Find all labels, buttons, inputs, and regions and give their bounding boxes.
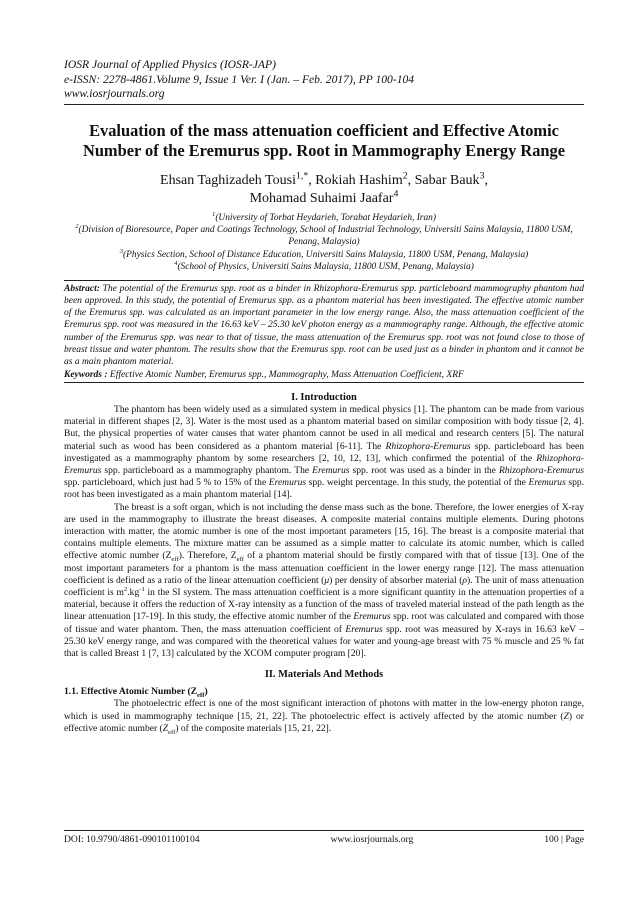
journal-issue: e-ISSN: 2278-4861.Volume 9, Issue 1 Ver. I (Jan. – Feb. 2017), PP 100-104	[64, 72, 415, 86]
affiliation-3: $^3$(Physics Section, School of Distance Education, Universiti Sains Malaysia, 11800 USM, Penang, Malaysia)	[119, 247, 529, 260]
footer-rule	[64, 830, 584, 831]
abstract-top-rule	[64, 280, 584, 281]
intro-paragraph-1: The phantom has been widely used as a simulated system in medical physics [1]. The phantom can be made from various material in different shapes [2, 3]. Water is the most used as a phantom material based on similar composition with body tissue [2, 4]. But, the physical properties of water causes that water phantom cannot be used in all medical and research centers [5]. The natural material such as wood has been considered as a phantom material [6-11]. The Rhizophora-Eremurus spp. particleboard has been investigated as a mammography phantom by some researchers [2, 10, 12, 13], which confirmed the potential of the Rhizophora-Eremurus spp. particleboard as a mammography phantom. The Eremurus spp. root was used as a binder in the Rhizophora-Eremurus spp. particleboard, which just had 5 % to 15% of the Eremurus spp. weight percentage. In this study, the potential of the Eremurus spp. root has been investigated as a main phantom material [14].	[64, 403, 585, 501]
keywords-bottom-rule	[64, 382, 584, 383]
keywords-text: Effective Atomic Number, Eremurus spp., Mammography, Mass Attenuation Coefficient, XRF	[109, 369, 464, 380]
affiliation-2: $^2$(Division of Bioresource, Paper and Coatings Technology, School of Industrial Technology, Universiti Sains Malaysia, 11800 USM, Penang, Malaysia)	[75, 222, 573, 248]
author-line-2: Mohamad Suhaimi Jaafar$^4$	[249, 187, 399, 206]
page-footer	[64, 830, 584, 846]
intro-paragraph-2: The breast is a soft organ, which is not including the dense mass such as the bone. Therefore, the lower energies of X-ray are used in the mammography to illustrate the breast diseases. A composite material contains multiple elements. During photons interaction with matter, the atomic number is one of the most important parameters [15, 16]. The breast is a composite material that contains multiple elements. The mixture matter can be assumed as a simple matter to calculate its atomic number, which is called effective atomic number $(Z_{eff})$. Therefore, $Z_{eff}$ of a phantom material should be firstly compared with that of tissue [13]. One of the most important parameters for a phantom is the mass attenuation coefficient in the lower energy range [12]. The mass attenuation coefficient is defined as a ratio of the linear attenuation coefficient (μ) per density of absorber material (ρ). The unit of mass attenuation coefficient is $m^2.kg^{-1}$ in the SI system. The mass attenuation coefficient is a more significant quantity in the attenuation properties of a material, because it offers the reduction of X-ray intensity as a function of the mass of traveled material instead of the path length as the linear attenuation [17-19]. In this study, the effective atomic number of the Eremurus spp. root was calculated and compared with those of tissue and water phantom. Then, the mass attenuation coefficient of Eremurus spp. root was measured by X-rays in 16.63 keV – 25.30 keV energy range, and was compared with the theoretical values for water and young-age breast with 75 % muscle and 25 % fat that is called Breast 1 [7, 13] calculated by the XCOM computer program [20].	[64, 501, 585, 659]
introduction-heading: I. Introduction	[291, 391, 357, 403]
footer-doi: DOI: 10.9790/4861-090101100104	[64, 834, 200, 845]
header-rule	[64, 104, 584, 105]
methods-paragraph-1: The photoelectric effect is one of the most significant interaction of photons with matter in the low-energy photon range, which is used in mammography technique [15, 21, 22]. The photoelectric effect is actively affected by the atomic number (Z) or effective atomic number $(Z_{eff})$ of the composite materials [15, 21, 22].	[64, 698, 584, 736]
footer-site[interactable]: www.iosrjournals.org	[330, 834, 414, 845]
methods-heading: II. Materials And Methods	[264, 669, 384, 681]
journal-header	[64, 58, 584, 102]
abstract	[64, 283, 584, 369]
footer-page-number: 100 | Page	[544, 834, 584, 845]
journal-url[interactable]: www.iosrjournals.org	[64, 87, 165, 100]
keywords-label: Keywords :	[64, 369, 110, 380]
affiliation-1: $^1$(University of Torbat Heydarieh, Torabat Heydarieh, Iran)	[212, 210, 436, 223]
abstract-text: The potential of the Eremurus spp. root as a binder in Rhizophora-Eremurus spp. particleboard mammography phantom had been approved. In this study, the potential of Eremurus spp. as a phantom material has been investigated. The effective atomic number of the Eremurus spp. was calculated as an important parameter in the low energy range. Also, the mass attenuation coefficient of the Eremurus spp. root was measured in the 16.63 keV – 25.30 keV photon energy as a mammography range. Although, the effective atomic number of the Eremurus spp. was near to that of tissue, the mass attenuation of the Eremurus spp. root was not found close to those of breast tissue and water phantom. The results show that the Eremurus spp. root can be used just as a binder in phantom and it cannot be as a main phantom material.	[64, 283, 584, 368]
subsection-heading-zeff: 1.1. Effective Atomic Number $(Z_{eff})$	[64, 686, 208, 700]
affiliations	[64, 212, 584, 274]
abstract-label: Abstract:	[64, 283, 100, 294]
author-line-1: Ehsan Taghizadeh Tousi$^{1,*}$, Rokiah Hashim$^2$, Sabar Bauk$^3$,	[160, 169, 488, 188]
keywords	[64, 369, 584, 381]
affiliation-4: $^4$(School of Physics, Universiti Sains Malaysia, 11800 USM, Penang, Malaysia)	[174, 260, 474, 273]
paper-title: Evaluation of the mass attenuation coefficient and Effective Atomic Number of the Eremurus spp. Root in Mammography Energy Range	[82, 120, 565, 160]
journal-name: IOSR Journal of Applied Physics (IOSR-JAP)	[64, 58, 276, 71]
author-list	[64, 169, 584, 208]
